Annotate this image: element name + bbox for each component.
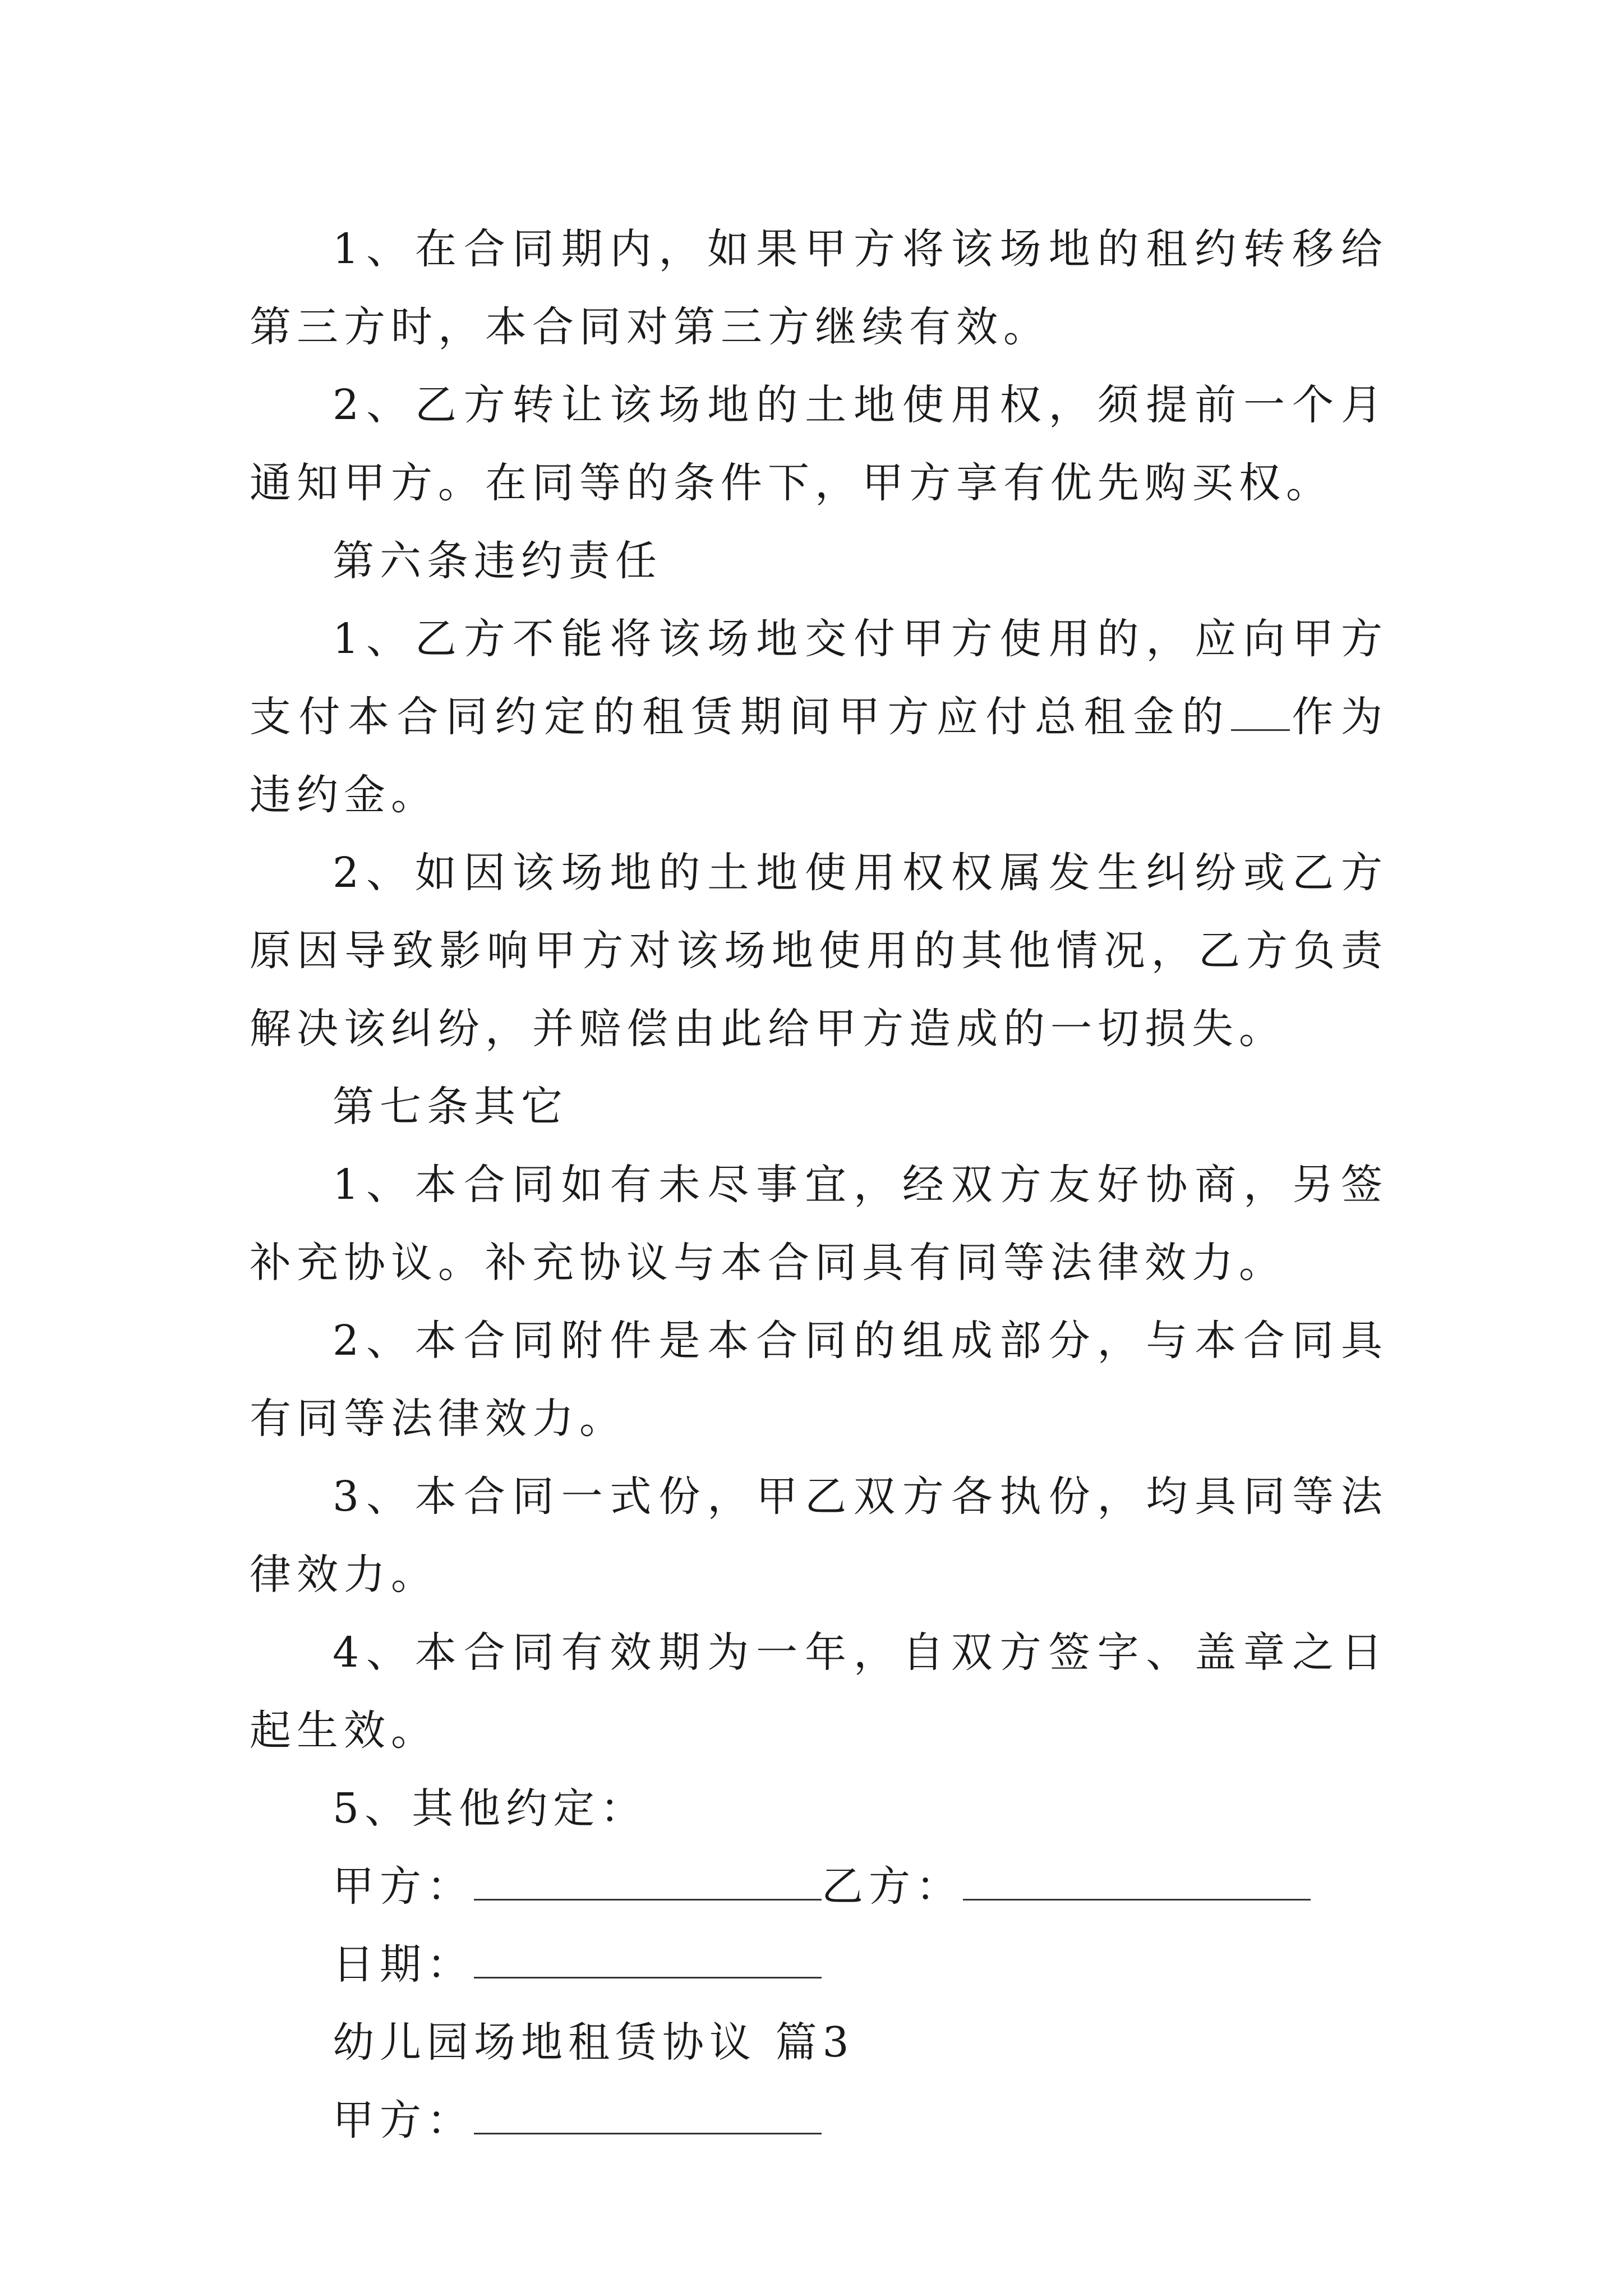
clause-penalty	[250, 600, 1388, 834]
date-field[interactable]	[474, 1943, 822, 1978]
party-a-label: 甲方：	[333, 1862, 474, 1911]
date-label: 日期：	[333, 1940, 474, 1989]
signature-row-date	[250, 1926, 1388, 2004]
party-b-signature-field[interactable]	[963, 1865, 1311, 1901]
party-b-label: 乙方：	[822, 1862, 963, 1911]
clause-copies: 3、本合同一式份，甲乙双方各执份，均具同等法律效力。	[250, 1473, 1388, 1599]
clause-transfer-land-right: 2、乙方转让该场地的土地使用权，须提前一个月通知甲方。在同等的条件下，甲方享有优先购买权。	[250, 381, 1388, 507]
next-party-a-field[interactable]	[474, 2099, 822, 2134]
article-seven-heading: 第七条其它	[333, 1083, 568, 1131]
clause-attachment: 2、本合同附件是本合同的组成部分，与本合同具有同等法律效力。	[250, 1317, 1388, 1443]
clause-transfer-lease: 1、在合同期内，如果甲方将该场地的租约转移给第三方时，本合同对第三方继续有效。	[250, 225, 1388, 351]
clause-other: 5、其他约定：	[333, 1784, 648, 1833]
signature-row-parties	[250, 1848, 1388, 1926]
article-six-heading: 第六条违约责任	[333, 537, 662, 585]
document-page	[250, 210, 1388, 2160]
clause-validity: 4、本合同有效期为一年，自双方签字、盖章之日起生效。	[250, 1628, 1388, 1755]
clause-supplement: 1、本合同如有未尽事宜，经双方友好协商，另签补充协议。补充协议与本合同具有同等法律效力。	[250, 1161, 1388, 1287]
penalty-text-after: 作为违约金。	[250, 693, 1388, 819]
next-section-party-a-row	[250, 2082, 1388, 2160]
next-party-a-label: 甲方：	[333, 2096, 474, 2145]
party-a-signature-field[interactable]	[474, 1865, 822, 1901]
penalty-text-before: 1、乙方不能将该场地交付甲方使用的，应向甲方支付本合同约定的租赁期间甲方应付总租金的	[250, 615, 1388, 741]
penalty-blank-field[interactable]	[1231, 696, 1290, 731]
section-title: 幼儿园场地租赁协议 篇3	[333, 2018, 855, 2067]
clause-dispute: 2、如因该场地的土地使用权权属发生纠纷或乙方原因导致影响甲方对该场地使用的其他情况，乙方负责解决该纠纷，并赔偿由此给甲方造成的一切损失。	[250, 849, 1388, 1053]
